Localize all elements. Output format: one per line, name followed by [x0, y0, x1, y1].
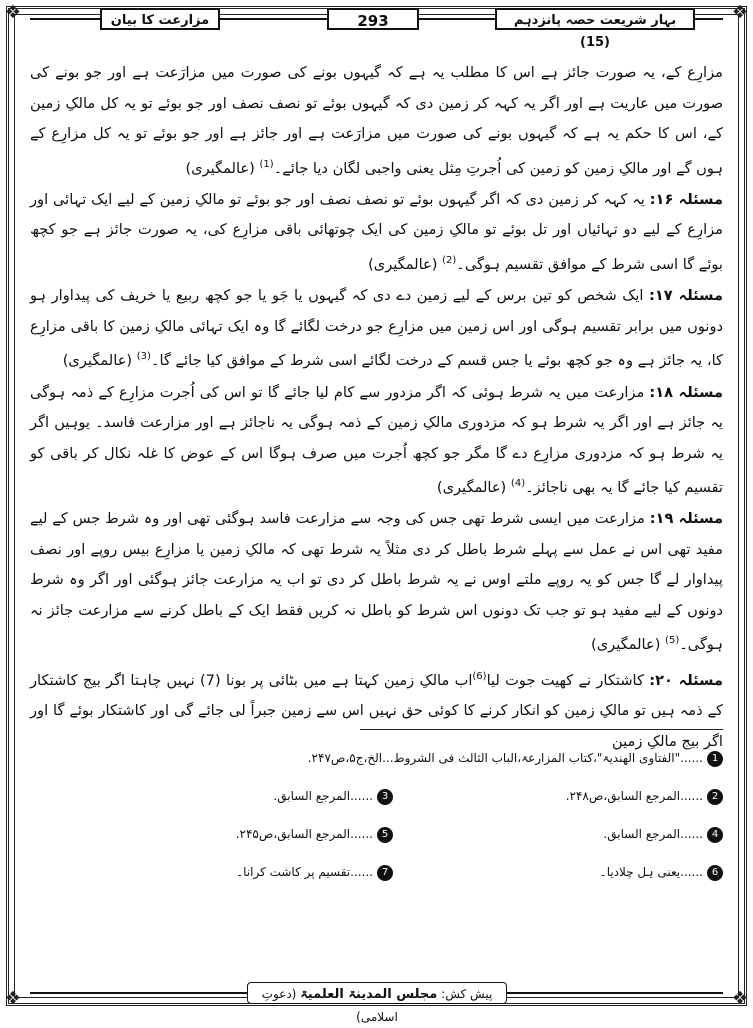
corner-ornament-icon: ❖: [731, 988, 749, 1009]
footnote-ref[interactable]: (6): [472, 670, 487, 682]
footnote-ref[interactable]: (4): [510, 478, 526, 490]
paragraph: مزارِع کے، یہ صورت جائز ہے اس کا مطلب یہ ہے کہ گیہوں بونے کی صورت میں مزارَعت ہے اور جو بونے کی صورت میں عاریت ہے اور اگر یہ کہہ کر زمین دی کہ گیہوں بوئے تو نصف نصف اور جو بوئے تو یہ کل مالکِ زمین کے، اس کا حکم یہ ہے کہ گیہوں بونے کی صورت میں مزارَعت ہے اور جائز ہے اور جو بوئے تو یہ کل مزارِع کے ہوں گے اور مالکِ زمین کو زمین کی اُجرتِ مِثل یعنی واجبی لگان دیا جائے۔$^{(1)}$ (عالمگیری): [30, 64, 723, 177]
header-rule: [30, 18, 100, 20]
masala-label: مسئلہ ۱۶:: [649, 190, 723, 208]
section-title: مزارعت کا بیان: [100, 8, 220, 30]
book-title: بہارِ شریعت حصہ پانزدہم (15): [495, 8, 695, 30]
paragraph: مسئلہ ۲۰: کاشتکار نے کھیت جوت لیا$^{(6)}$اب مالکِ زمین کہتا ہے میں بٹائی پر بونا (7) نہیں چاہتا اگر بیج کاشتکار کے ذمہ ہیں تو مالکِ زمین کو انکار کرنے کا کوئی حق نہیں اس سے زمین جبراً لی جائے گی اور کاشتکار بوئے گا اور اگر بیج مالکِ زمین: [30, 670, 724, 750]
publisher-box: پیش کش: مجلس المدینۃ العلمیۃ (دعوتِ اسلامی): [247, 982, 507, 1004]
footnote-ref[interactable]: (3): [136, 351, 151, 363]
footnote-item: 4......المرجع السابق.: [603, 822, 723, 846]
footer-rule: [507, 992, 723, 994]
masala-label: مسئلہ ۱۸:: [649, 383, 724, 401]
footnote-item: 3......المرجع السابق.: [273, 784, 393, 808]
footnote-item: 7......تقسیم پر کاشت کرانا۔: [236, 860, 393, 884]
footnote-item: 1......"الفتاوی الھندیۃ"،کتاب المزارعۃ،الباب الثالث فی الشروط...الخ،ج۵،ص۲۴۷.: [308, 746, 723, 770]
footer-rule: [30, 992, 247, 994]
corner-ornament-icon: ❖: [4, 2, 22, 23]
page-footer: [0, 982, 753, 1024]
header-rule: [220, 18, 327, 20]
footnote-ref[interactable]: (1): [259, 158, 274, 170]
masala-label: مسئلہ ۱۷:: [649, 287, 724, 305]
footnote-item: 5......المرجع السابق،ص۲۴۵.: [236, 822, 393, 846]
paragraph: مسئلہ ۱۶: یہ کہہ کر زمین دی کہ اگر گیہوں بوئے تو نصف نصف اور جو بوئے تو مالکِ زمین کے لیے ایک تہائی اور مزارِع کے لیے دو تہائیاں اور تل بوئے تو مالکِ زمین کی ایک چوتھائی باقی مزارِع کی، یہ صورت جائز ہے جو کچھ بوئے گا اسی شرط کے موافق تقسیم ہوگی۔$^{(2)}$ (عالمگیری): [30, 190, 723, 273]
corner-ornament-icon: ❖: [4, 988, 22, 1009]
page-header: [0, 4, 753, 50]
header-rule: [419, 18, 495, 20]
footnote-divider: [360, 729, 723, 730]
paragraph: مسئلہ ۱۹: مزارعت میں ایسی شرط تھی جس کی وجہ سے مزارعت فاسد ہوگئی تھی اور وہ شرط جس کے لیے مفید تھی اس نے عمل سے پہلے شرط باطل کر دی مثلاً یہ شرط تھی کہ مالکِ زمین یا مزارِع بیس روپے اور نصف پیداوار لے گا جس کو یہ روپے ملتے اوس نے یہ شرط باطل کر دی تو اب یہ مزارعت جائز ہوگئی اور اگر وہ شرط دونوں کے لیے مفید ہو تو جب تک دونوں اس شرط کو باطل نہ کریں فقط ایک کے باطل کرنے سے مزارعت جائز نہ ہوگی۔$^{(5)}$ (عالمگیری): [30, 510, 724, 654]
footnote-item: 2......المرجع السابق،ص۲۴۸.: [566, 784, 723, 808]
paragraph: مسئلہ ۱۸: مزارعت میں یہ شرط ہوئی کہ اگر مزدور سے کام لیا جائے گا تو اس کی اُجرت مزارِع کے ذمہ ہوگی یہ جائز ہے اور اگر یہ شرط ہو کہ مزدوری مالکِ زمین کے ذمہ ہوگی یہ ناجائز ہے اور مزارعت فاسد۔ یوہیں اگر یہ شرط ہو کہ مزدوری مزارِع دے گا مگر جو کچھ اُجرت میں صرف ہوگا اس کے عوض کا غلہ نکال کر باقی کو تقسیم کیا جائے گا یہ بھی ناجائز۔$^{(4)}$ (عالمگیری): [30, 383, 724, 496]
main-text: [30, 58, 723, 758]
masala-label: مسئلہ ۲۰:: [649, 671, 724, 689]
masala-label: مسئلہ ۱۹:: [649, 510, 724, 528]
publisher-name: مجلس المدینۃ العلمیۃ: [300, 987, 438, 1002]
header-rule: [695, 18, 723, 20]
page-number: 293: [327, 8, 419, 30]
corner-ornament-icon: ❖: [731, 2, 749, 23]
footnote-item: 6......یعنی ہل چلادیا۔: [600, 860, 723, 884]
paragraph: مسئلہ ۱۷: ایک شخص کو تین برس کے لیے زمین دے دی کہ گیہوں یا جَو یا جو کچھ ربیع یا خریف کی پیداوار ہو دونوں میں برابر تقسیم ہوگی اور اس زمین میں مزارِع جو درخت لگائے گا وہ ایک تہائی مالکِ زمین کا باقی مزارِع کا، یہ جائز ہے وہ جو کچھ بوئے یا جس قسم کے درخت لگائے اسی شرط کے موافق کیا جائے گا۔$^{(3)}$ (عالمگیری): [30, 287, 724, 370]
footnote-ref[interactable]: (5): [665, 635, 680, 647]
footnote-ref[interactable]: (2): [442, 254, 457, 266]
